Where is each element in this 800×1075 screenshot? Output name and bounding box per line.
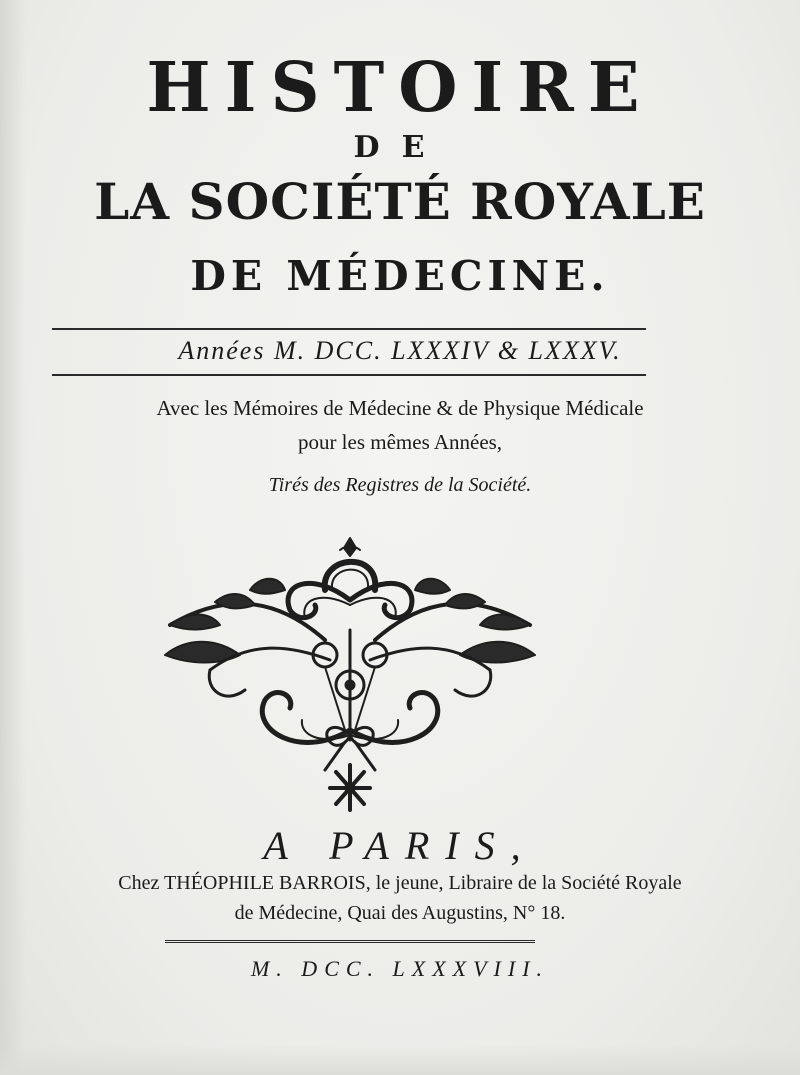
title-line-societe-royale: LA SOCIÉTÉ ROYALE	[94, 172, 706, 231]
title-line-de-medecine: DE MÉDECINE.	[190, 252, 610, 300]
subtitle-line-3: Tirés des Registres de la Société.	[268, 474, 532, 496]
floral-vignette-icon	[150, 530, 550, 815]
title-line-histoire: HISTOIRE	[146, 48, 654, 128]
title-line-de: DE	[353, 130, 447, 165]
publisher-line-1: Chez THÉOPHILE BARROIS, le jeune, Libraire de la Société Royale	[118, 872, 682, 894]
imprint-place: A PARIS,	[263, 823, 537, 868]
years-line: Années M. DCC. LXXXIV & LXXXV.	[178, 336, 622, 365]
imprint-rule	[165, 940, 535, 943]
subtitle-line-2: pour les mêmes Années,	[297, 430, 503, 454]
subtitle-line-1: Avec les Mémoires de Médecine & de Physique Médicale	[156, 396, 644, 420]
imprint-date: M. DCC. LXXXVIII.	[250, 956, 550, 981]
lower-rule	[52, 374, 646, 376]
page-bottom-shadow	[0, 1045, 800, 1075]
upper-rule	[52, 328, 646, 330]
publisher-line-2: de Médecine, Quai des Augustins, N° 18.	[234, 902, 566, 924]
